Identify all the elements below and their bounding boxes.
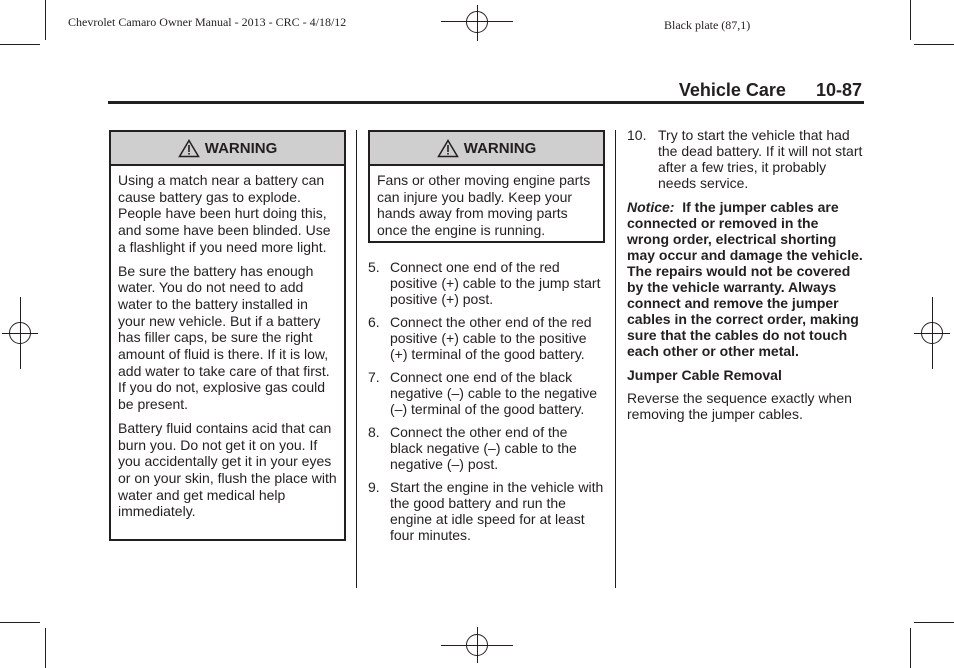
step-number: 9.: [368, 479, 380, 495]
step-text: Start the engine in the vehicle with the good battery and run the engine at idle speed for at least four minutes.: [390, 479, 604, 543]
step-number: 8.: [368, 424, 380, 440]
step-number: 5.: [368, 259, 380, 275]
warning-triangle-icon: [437, 139, 459, 158]
crop-mark: [45, 0, 46, 40]
column-divider: [356, 130, 357, 588]
warning-box-battery: [109, 130, 346, 541]
notice-label: Notice:: [627, 199, 675, 215]
header-rule: [108, 101, 864, 104]
crop-mark: [910, 628, 911, 668]
registration-circle: [466, 11, 488, 33]
step-text: Connect one end of the red positive (+) cable to the jump start positive (+) post.: [390, 259, 601, 307]
steps-list: [368, 259, 604, 550]
print-info: Chevrolet Camaro Owner Manual - 2013 - CRC - 4/18/12: [68, 15, 347, 29]
warning-header: [370, 132, 603, 166]
crop-mark: [0, 44, 40, 45]
notice-text: If the jumper cables are connected or removed in the wrong order, electrical shorting may occur and damage the vehicle. The repairs would not be covered by the vehicle warranty. Always connect and remove the jumper cables in the correct order, making sure that the cables do not touch each other or other metal.: [627, 199, 863, 359]
warning-text: Using a match near a battery can cause battery gas to explode. People have been hurt doing this, and some have been blinded. Use a flashlight if you need more light.: [118, 172, 331, 255]
right-column: [627, 127, 864, 429]
column-divider: [615, 130, 616, 588]
warning-text: Battery fluid contains acid that can burn you. Do not get it on you. If you accidentally get it in your eyes or on your skin, flush the place with water and get medical help immediately.: [118, 419, 337, 520]
plate-info: Black plate (87,1): [664, 18, 751, 32]
crop-mark: [910, 0, 911, 40]
warning-text: Be sure the battery has enough water. You do not need to add water to the battery installed in your new vehicle. But if a battery has filler caps, be sure the right amount of fluid is there. If it is low, add water to take care of that first. If you do not, explosive gas could be present.: [118, 262, 330, 413]
warning-title: WARNING: [463, 139, 537, 157]
registration-circle: [9, 322, 31, 344]
list-item: [627, 127, 864, 191]
body-text: Reverse the sequence exactly when removing the jumper cables.: [627, 390, 852, 422]
list-item: [368, 479, 604, 543]
warning-title: WARNING: [204, 139, 278, 157]
crop-mark: [914, 622, 954, 623]
registration-circle: [921, 322, 943, 344]
step-number: 10.: [627, 127, 647, 143]
list-item: [368, 259, 604, 307]
subheading: Jumper Cable Removal: [627, 367, 782, 383]
registration-circle: [466, 634, 488, 656]
warning-text: Fans or other moving engine parts can injure you badly. Keep your hands away from moving parts once the engine is running.: [377, 172, 591, 239]
step-text: Connect the other end of the black negative (–) cable to the negative (–) post.: [390, 424, 577, 472]
page-number: 10-87: [815, 80, 862, 100]
crop-mark: [914, 44, 954, 45]
step-text: Try to start the vehicle that had the dead battery. If it will not start after a few tries, it probably needs service.: [658, 127, 863, 191]
crop-mark: [45, 628, 46, 668]
list-item: [368, 314, 604, 362]
step-number: 6.: [368, 314, 380, 330]
step-number: 7.: [368, 369, 380, 385]
list-item: [368, 424, 604, 472]
warning-box-fans: [368, 130, 605, 243]
notice: [627, 199, 864, 359]
warning-header: [111, 132, 344, 166]
warning-triangle-icon: [178, 139, 200, 158]
running-header: [679, 80, 862, 101]
section-title: Vehicle Care: [678, 80, 786, 100]
step-text: Connect one end of the black negative (–) cable to the negative (–) terminal of the good battery.: [390, 369, 598, 417]
step-text: Connect the other end of the red positive (+) cable to the positive (+) terminal of the good battery.: [390, 314, 592, 362]
list-item: [368, 369, 604, 417]
crop-mark: [0, 622, 40, 623]
